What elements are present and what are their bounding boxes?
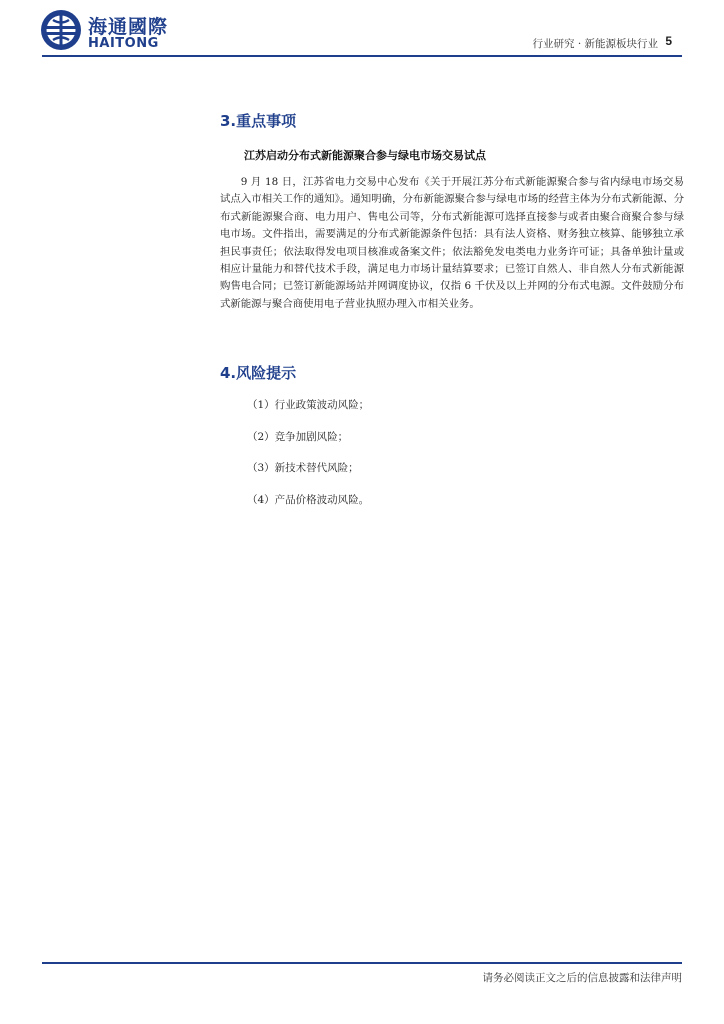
risk-list (247, 398, 369, 524)
section-3-title: 3.重点事项 (220, 112, 297, 130)
header-divider (42, 55, 682, 57)
section-3-subtitle: 江苏启动分布式新能源聚合参与绿电市场交易试点 (244, 149, 486, 162)
logo-chinese-name: 海通國際 (88, 16, 169, 38)
list-item: （3）新技术替代风险； (247, 462, 359, 475)
report-category: 行业研究 · 新能源板块行业 (532, 38, 658, 50)
list-item: （2）竞争加剧风险； (247, 430, 349, 443)
page-header (0, 0, 724, 62)
section-4-title: 4.风险提示 (220, 364, 297, 382)
haitong-logo (40, 9, 169, 51)
section-3-paragraph: 9 月 18 日，江苏省电力交易中心发布《关于开展江苏分布式新能源聚合参与省内绿电市场交易试点入市相关工作的通知》。通知明确，分布新能源聚合参与绿电市场的经营主体为分布式新能源、分布式新能源聚合商、电力用户、售电公司等，分布式新能源可选择直接参与或者由聚合商聚合参与绿电市场。文件指出，需要满足的分布式新能源条件包括：具有法人资格、财务独立核算、能够独立承担民事责任；依法取得发电项目核准或备案文件；依法豁免发电类电力业务许可证；具备单独计量或相应计量能力和替代技术手段，满足电力市场计量结算要求；已签订自然人、非自然人分布式新能源购售电合同；已签订新能源场站并网调度协议，仅指 6 千伏及以上并网的分布式电源。文件鼓励分布式新能源与聚合商使用电子营业执照办理入市相关业务。 (220, 176, 684, 310)
haitong-emblem-icon (40, 9, 82, 51)
list-item: （4）产品价格波动风险。 (247, 493, 370, 506)
logo-english-name: HAITONG (88, 36, 159, 51)
footer-disclaimer: 请务必阅读正文之后的信息披露和法律声明 (482, 972, 682, 984)
footer-divider (42, 962, 682, 964)
page-number: 5 (665, 34, 672, 48)
list-item: （1）行业政策波动风险； (247, 399, 370, 411)
